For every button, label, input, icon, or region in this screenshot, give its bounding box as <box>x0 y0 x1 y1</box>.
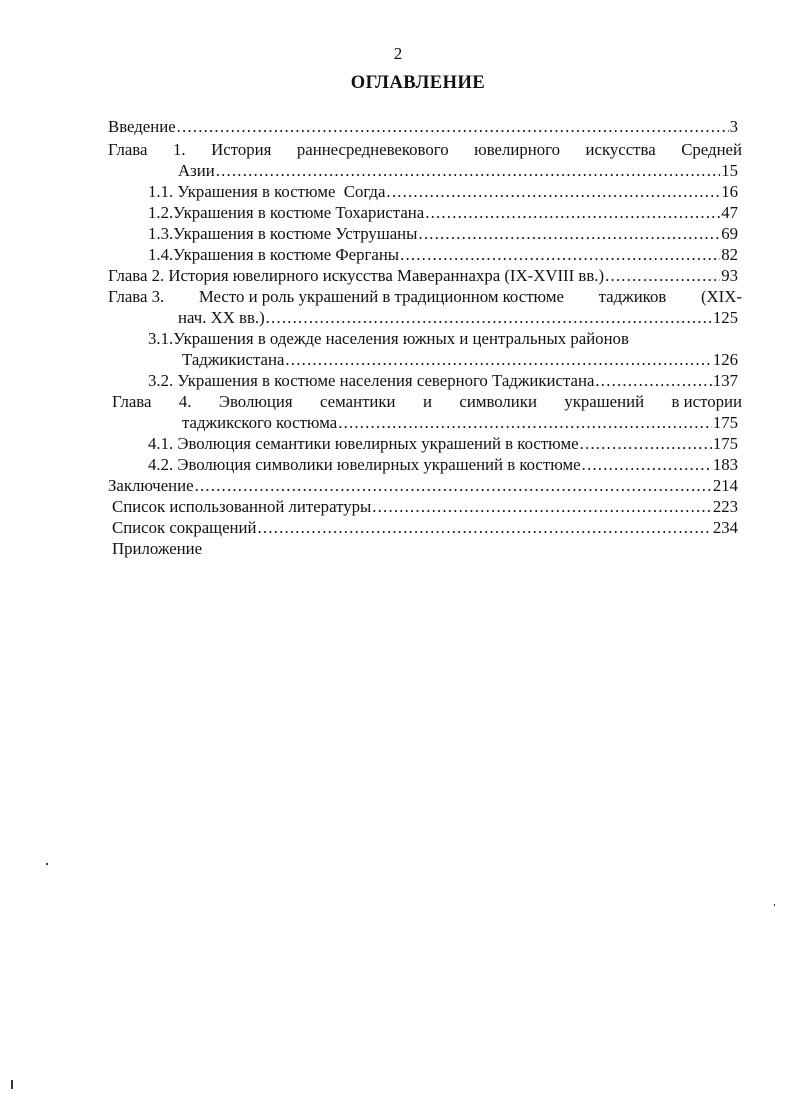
toc-word: семантики <box>320 392 396 411</box>
toc-entry-text: 1.2.Украшения в костюме Тохаристана <box>148 203 425 222</box>
toc-entry-text: 4.2. Эволюция символики ювелирных украшений в костюме <box>148 455 581 474</box>
toc-entry-text: 3.1.Украшения в одежде населения южных и центральных районов <box>148 329 629 348</box>
toc-page-number: 93 <box>721 266 738 285</box>
toc-entry-chapter-1-cont <box>178 161 738 181</box>
toc-word: Глава 3. <box>108 287 165 306</box>
toc-entry-chapter-3 <box>108 287 742 307</box>
toc-entry-literature <box>112 497 738 517</box>
toc-word: искусства <box>585 140 656 159</box>
toc-page-number: 175 <box>712 413 738 432</box>
toc-entry-section-1-1 <box>148 182 738 202</box>
toc-word: символики <box>459 392 537 411</box>
toc-entry-text: 3.2. Украшения в костюме населения северного Таджикистана <box>148 371 595 390</box>
scan-speck <box>774 904 775 906</box>
toc-entry-chapter-3-cont <box>178 308 738 328</box>
dot-leader <box>580 434 712 454</box>
toc-entry-text: нач. XX вв.) <box>178 308 265 327</box>
toc-word: Средней <box>681 140 742 159</box>
toc-word: таджиков <box>598 287 667 306</box>
toc-word: Место и роль украшений в традиционном костюме <box>198 287 564 306</box>
toc-page-number: 175 <box>712 434 738 453</box>
toc-entry-text: Список использованной литературы <box>112 497 372 516</box>
toc-page-number: 223 <box>712 497 738 516</box>
toc-page-number: 137 <box>712 371 738 390</box>
toc-word: 1. <box>172 140 186 159</box>
toc-entry-appendix <box>112 539 202 559</box>
toc-page-number: 47 <box>721 203 738 222</box>
toc-word: в истории <box>671 392 742 411</box>
dot-leader <box>195 476 712 496</box>
dot-leader <box>386 182 720 202</box>
toc-entry-section-3-1 <box>148 329 629 349</box>
toc-entry-text: Глава 2. История ювелирного искусства Мавераннахра (IX-XVIII вв.) <box>108 266 605 285</box>
toc-entry-text: 1.1. Украшения в костюме Согда <box>148 182 386 201</box>
toc-word: Глава <box>108 140 148 159</box>
toc-entry-text: Приложение <box>112 539 203 558</box>
toc-word: раннесредневекового <box>296 140 449 159</box>
toc-entry-text: Введение <box>108 117 176 136</box>
dot-leader <box>400 245 720 265</box>
page-number: 2 <box>393 44 403 63</box>
toc-page-number: 3 <box>729 117 738 136</box>
toc-entry-section-4-2 <box>148 455 738 475</box>
dot-leader <box>177 117 729 137</box>
dot-leader <box>285 350 711 370</box>
dot-leader <box>216 161 721 181</box>
toc-word: История <box>211 140 272 159</box>
toc-word: Эволюция <box>218 392 293 411</box>
toc-page-number: 69 <box>721 224 738 243</box>
dot-leader <box>372 497 712 517</box>
toc-entry-section-3-2 <box>148 371 738 391</box>
toc-entry-chapter-1 <box>108 140 742 160</box>
toc-entry-section-3-1-cont <box>182 350 738 370</box>
dot-leader <box>595 371 711 391</box>
toc-entry-section-1-2 <box>148 203 738 223</box>
toc-entry-text: 4.1. Эволюция семантики ювелирных украшений в костюме <box>148 434 579 453</box>
toc-word: украшений <box>564 392 645 411</box>
toc-word: 4. <box>178 392 192 411</box>
toc-entry-text: таджикского костюма <box>182 413 338 432</box>
dot-leader <box>418 224 720 244</box>
dot-leader <box>266 308 712 328</box>
toc-entry-text: Таджикистана <box>182 350 285 369</box>
scan-speck <box>11 1080 13 1089</box>
toc-entry-text: 1.3.Украшения в костюме Уструшаны <box>148 224 418 243</box>
toc-page-number: 214 <box>712 476 738 495</box>
toc-entry-section-4-1 <box>148 434 738 454</box>
toc-entry-abbreviations <box>112 518 738 538</box>
dot-leader <box>425 203 720 223</box>
toc-entry-chapter-4-cont <box>182 413 738 433</box>
scan-speck <box>46 863 48 865</box>
toc-word: ювелирного <box>474 140 560 159</box>
page-title: ОГЛАВЛЕНИЕ <box>350 73 486 93</box>
toc-page-number: 183 <box>712 455 738 474</box>
toc-entry-section-1-3 <box>148 224 738 244</box>
toc-page-number: 234 <box>712 518 738 537</box>
toc-entry-text: Список сокращений <box>112 518 257 537</box>
dot-leader <box>257 518 711 538</box>
toc-entry-intro <box>108 117 738 137</box>
toc-page-number: 16 <box>721 182 738 201</box>
toc-page-number: 82 <box>721 245 738 264</box>
toc-page-number: 15 <box>721 161 738 180</box>
dot-leader <box>582 455 712 475</box>
toc-entry-text: Заключение <box>108 476 194 495</box>
toc-entry-conclusion <box>108 476 738 496</box>
toc-entry-text: Азии <box>178 161 215 180</box>
toc-page-number: 126 <box>712 350 738 369</box>
toc-entry-section-1-4 <box>148 245 738 265</box>
toc-entry-chapter-4 <box>112 392 742 412</box>
toc-word: и <box>422 392 432 411</box>
dot-leader <box>338 413 712 433</box>
toc-entry-text: 1.4.Украшения в костюме Ферганы <box>148 245 400 264</box>
toc-entry-chapter-2 <box>108 266 738 286</box>
toc-page-number: 125 <box>712 308 738 327</box>
toc-word: Глава <box>112 392 152 411</box>
dot-leader <box>605 266 720 286</box>
toc-word: (XIX- <box>700 287 742 306</box>
